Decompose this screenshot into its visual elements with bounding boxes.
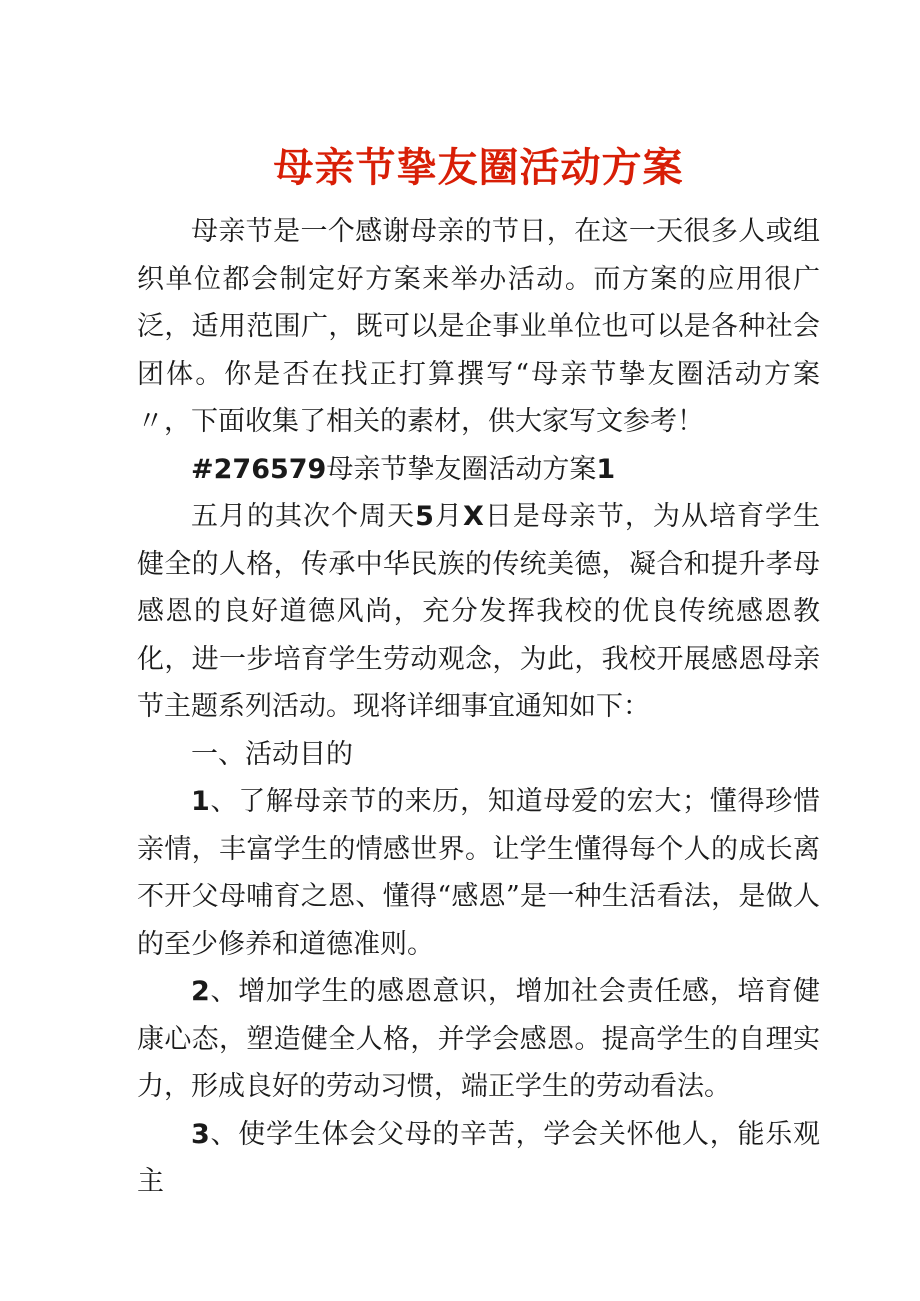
p1-text-e: 日是母亲节，为从培育学生健全的人格，传承中华民族的传统美德，凝合和提升孝母感恩的良好道德风尚，充分发挥我校的优良传统感恩教化，进一步培育学生劳动观念，为此，我校开展感恩母亲节主题系列活动。现将详细事宜通知如下： [137,501,821,722]
section-title: 母亲节挚友圈活动方案 [326,453,597,485]
section-number: #276579 [191,453,327,485]
item-1-text: 、了解母亲节的来历，知道母爱的宏大；懂得珍惜亲情，丰富学生的情感世界。让学生懂得每个人的成长离不开父母哺育之恩、懂得“感恩”是一种生活看法，是做人的至少修养和道德准则。 [137,786,820,960]
item-2-number: 2 [191,976,210,1007]
item-3-number: 3 [191,1118,210,1150]
p1-text-c: 月 [433,501,463,532]
section-index: 1 [596,453,616,485]
p1-text-a: 五月的其次个周天 [191,501,416,532]
intro-paragraph: 母亲节是一个感谢母亲的节日，在这一天很多人或组织单位都会制定好方案来举办活动。而方案的应用很广泛，适用范围广，既可以是企事业单位也可以是各种社会团体。你是否在找正打算撰写“母亲节挚友圈活动方案〃，下面收集了相关的素材，供大家写文参考！ [137,216,820,437]
p1-letter-x: X [462,501,484,532]
list-item-2 [137,968,820,1111]
list-item-3 [137,1111,820,1206]
p1-number-5: 5 [415,501,434,532]
heading-activity-purpose: 一、活动目的 [191,738,353,770]
list-item-1 [137,778,820,968]
item-3-text: 、使学生体会父母的辛苦，学会关怀他人，能乐观主 [137,1118,820,1197]
document-title: 母亲节挚友圈活动方案 [273,144,684,191]
item-1-number: 1 [191,786,210,817]
item-2-text: 、增加学生的感恩意识，增加社会责任感，培育健康心态，塑造健全人格，并学会感恩。提高学生的自理实力，形成良好的劳动习惯，端正学生的劳动看法。 [137,976,820,1102]
section-heading [137,446,820,494]
paragraph-1 [137,493,820,731]
